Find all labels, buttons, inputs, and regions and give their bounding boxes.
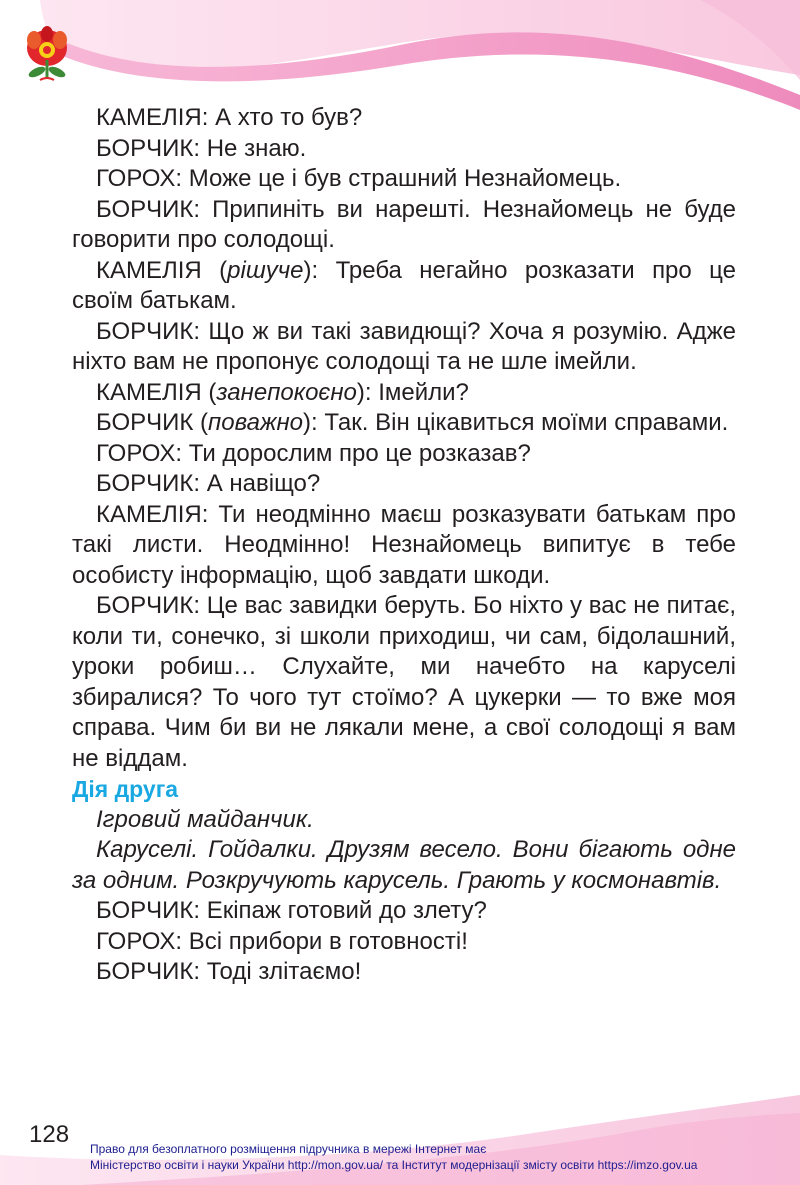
line-borchyk-6: БОРЧИК: Це вас завидки беруть. Бо ніхто у вас не питає, коли ти, сонечко, зі школи приходиш, чи сам, бідолашний, уроки робиш… Слухайте, ми начебто на каруселі збиралися? То чого тут стоїмо? А цукерки — то вже моя справа. Чим би ви не лякали мене, а свої солодощі я вам не віддам. <box>72 592 736 772</box>
line-borchyk-4: БОРЧИК (поважно): Так. Він цікавиться моїми справами. <box>96 409 729 436</box>
act-heading: Дія друга <box>72 776 179 802</box>
line-borchyk-8: БОРЧИК: Тоді злітаємо! <box>96 958 362 985</box>
license-line-1: Право для безоплатного розміщення підручника в мережі Інтернет має <box>90 1142 487 1156</box>
play-text <box>72 103 736 988</box>
license-notice <box>90 1141 697 1173</box>
stage-direction-1: Ігровий майданчик. <box>96 805 314 833</box>
flower-ornament-icon <box>22 26 72 84</box>
line-horokh-2: ГОРОХ: Ти дорослим про це розказав? <box>96 439 531 467</box>
license-line-2: Міністерство освіти і науки України http://mon.gov.ua/ та Інститут модернізації змісту освіти https://imzo.gov.ua <box>90 1158 698 1172</box>
line-borchyk-1: БОРЧИК: Не знаю. <box>96 134 307 162</box>
line-horokh-3: ГОРОХ: Всі прибори в готовності! <box>96 927 468 955</box>
line-kamelia-2: КАМЕЛІЯ (рішуче): Треба негайно розказати про це своїм батькам. <box>72 256 736 314</box>
line-borchyk-5: БОРЧИК: А навіщо? <box>96 470 321 497</box>
page-number: 128 <box>29 1121 70 1148</box>
line-borchyk-2: БОРЧИК: Припиніть ви нарешті. Незнайомець не буде говорити про солодощі. <box>72 195 736 253</box>
line-kamelia-3: КАМЕЛІЯ (занепокоєно): Імейли? <box>96 378 469 406</box>
line-kamelia-1: КАМЕЛІЯ: А хто то був? <box>96 104 363 131</box>
stage-direction-2: Каруселі. Гойдалки. Друзям весело. Вони бігають одне за одним. Розкручують карусель. Грають у космонавтів. <box>72 836 736 894</box>
line-kamelia-4: КАМЕЛІЯ: Ти неодмінно маєш розказувати батькам про такі листи. Неодмінно! Незнайомець випитує в тебе особисту інформацію, щоб завдати шкоди. <box>72 500 736 589</box>
line-borchyk-7: БОРЧИК: Екіпаж готовий до злету? <box>96 897 487 924</box>
line-horokh-1: ГОРОХ: Може це і був страшний Незнайомець. <box>96 165 622 192</box>
top-ribbon-decoration <box>0 0 800 110</box>
line-borchyk-3: БОРЧИК: Що ж ви такі завидющі? Хоча я розумію. Адже ніхто вам не пропонує солодощі та не шле імейли. <box>72 317 736 375</box>
